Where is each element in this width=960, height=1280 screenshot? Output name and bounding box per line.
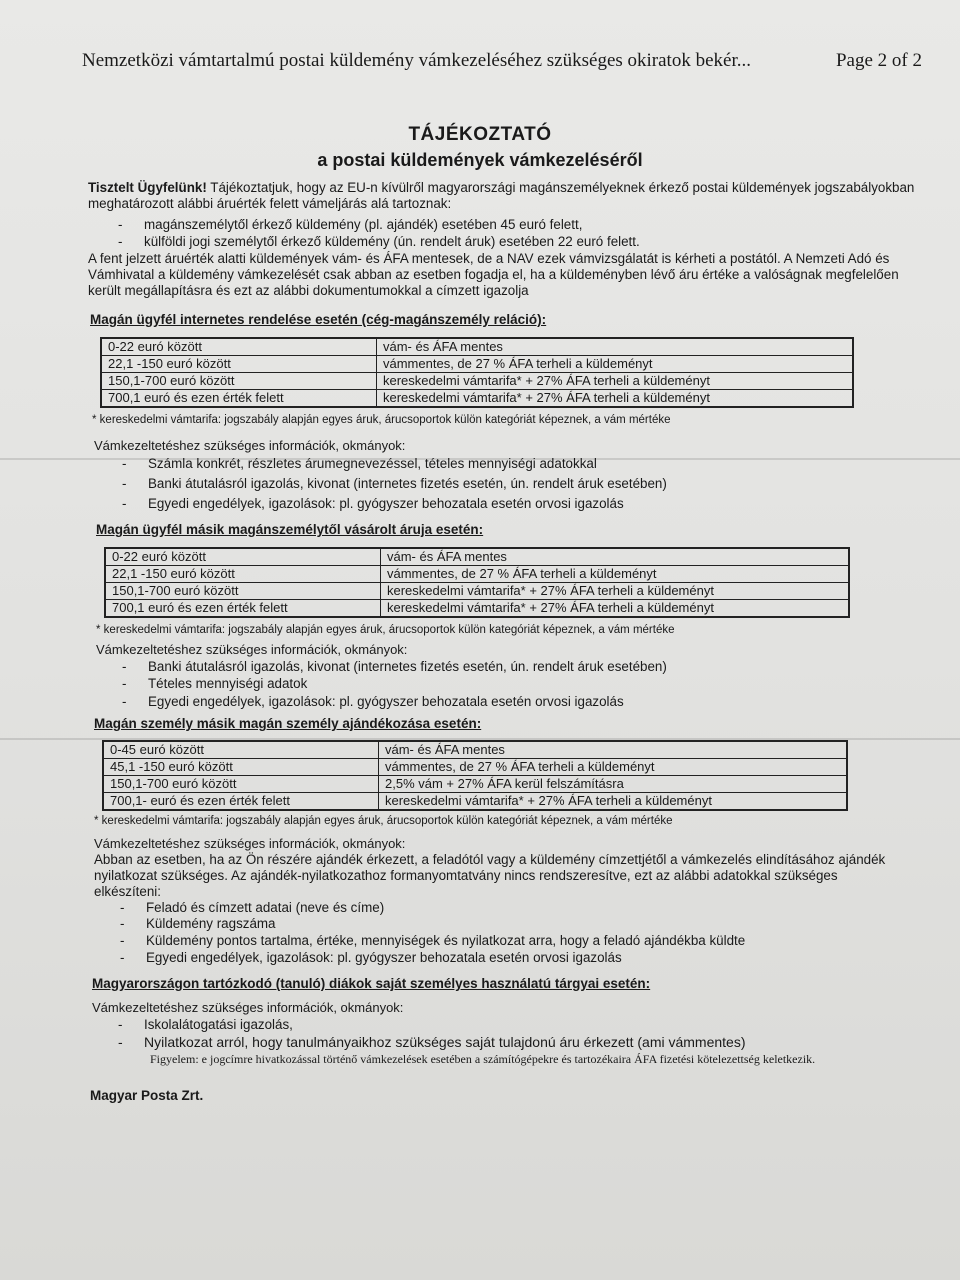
list-item: - Egyedi engedélyek, igazolások: pl. gyógyszer behozatala esetén orvosi igazolás: [122, 496, 624, 511]
table-row: 0-22 euró között vám- és ÁFA mentes: [101, 338, 853, 356]
header-title: Nemzetközi vámtartalmú postai küldemény vámkezeléséhez szükséges okiratok bekér...: [82, 50, 751, 71]
info-label: Vámkezeltetéshez szükséges információk, okmányok:: [96, 642, 408, 657]
table-row: 700,1- euró és ezen érték felett kereskedelmi vámtarifa* + 27% ÁFA terheli a küldeményt: [103, 793, 847, 811]
table-row: 150,1-700 euró között kereskedelmi vámtarifa* + 27% ÁFA terheli a küldeményt: [101, 373, 853, 390]
list-item: - Küldemény pontos tartalma, értéke, mennyiségek és nyilatkozat arra, hogy a feladó ajándékba küldte: [120, 933, 746, 948]
table-row: 0-45 euró között vám- és ÁFA mentes: [103, 741, 847, 759]
table-row: 22,1 -150 euró között vámmentes, de 27 % ÁFA terheli a küldeményt: [105, 566, 849, 583]
fee-table: [102, 740, 848, 811]
info-label: Vámkezeltetéshez szükséges információk, okmányok:: [94, 836, 406, 851]
section-heading: Magán személy másik magán személy ajándékozása esetén:: [94, 716, 482, 731]
document-subtitle: a postai küldemények vámkezeléséről: [317, 150, 643, 170]
intro-text: Tájékoztatjuk, hogy az EU-n kívülről magyarországi magánszemélyeknek érkező postai küldemények jogszabályokban meghatározott alábbi áruérték felett vámeljárás alá tartoznak:: [88, 180, 915, 211]
table-row: 0-22 euró között vám- és ÁFA mentes: [105, 548, 849, 566]
list-item: - Egyedi engedélyek, igazolások: pl. gyógyszer behozatala esetén orvosi igazolás: [122, 694, 624, 709]
gift-paragraph: Abban az esetben, ha az Ön részére ajándék érkezett, a feladótól vagy a küldemény címzettjétől a vámkezelés elindításához ajándék nyilatkozat szükséges. Az ajándék-nyilatkozathoz formanyomtatvány nincs rendszeresítve, ezt az alábbi adatokkal szükséges elkészíteni:: [94, 852, 886, 899]
page-number: Page 2 of 2: [835, 50, 922, 71]
signature: Magyar Posta Zrt.: [90, 1088, 204, 1103]
list-item: - Egyedi engedélyek, igazolások: pl. gyógyszer behozatala esetén orvosi igazolás: [120, 950, 622, 965]
list-item: - Banki átutalásról igazolás, kivonat (internetes fizetés esetén, ún. rendelt áruk esetében): [122, 659, 667, 674]
info-label: Vámkezeltetéshez szükséges információk, okmányok:: [92, 1000, 404, 1015]
footnote: * kereskedelmi vámtarifa: jogszabály alapján egyes áruk, árucsoportok külön kategóriát képeznek, a vám mértéke: [92, 414, 671, 426]
list-item: - Számla konkrét, részletes árumegnevezéssel, tételes mennyiségi adatokkal: [122, 456, 597, 471]
intro-paragraph: [88, 180, 922, 212]
list-item: - Feladó és címzett adatai (neve és címe): [120, 900, 385, 915]
table-row: 700,1 euró és ezen érték felett kereskedelmi vámtarifa* + 27% ÁFA terheli a küldeményt: [105, 600, 849, 618]
info-label: Vámkezeltetéshez szükséges információk, okmányok:: [94, 438, 406, 453]
list-item: - Nyilatkozat arról, hogy tanulmányaikhoz szükséges saját tulajdonú áru érkezett (ami vámmentes): [118, 1034, 746, 1050]
fee-table: [104, 547, 850, 618]
section-heading: Magán ügyfél internetes rendelése esetén (cég-magánszemély reláció):: [90, 312, 547, 327]
section-heading: Magyarországon tartózkodó (tanuló) diákok saját személyes használatú tárgyai esetén:: [92, 976, 651, 991]
list-item: - Küldemény ragszáma: [120, 916, 276, 931]
list-item: - Banki átutalásról igazolás, kivonat (internetes fizetés esetén, ún. rendelt áruk esetében): [122, 476, 667, 491]
list-item: - magánszemélytől érkező küldemény (pl. ajándék) esetében 45 euró felett,: [118, 217, 583, 232]
footnote: * kereskedelmi vámtarifa: jogszabály alapján egyes áruk, árucsoportok külön kategóriát képeznek, a vám mértéke: [94, 815, 673, 827]
table-row: 45,1 -150 euró között vámmentes, de 27 % ÁFA terheli a küldeményt: [103, 759, 847, 776]
section-heading: Magán ügyfél másik magánszemélytől vásárolt áruja esetén:: [96, 522, 484, 537]
greeting: Tisztelt Ügyfelünk!: [88, 180, 207, 195]
print-header: [82, 50, 922, 72]
footnote: * kereskedelmi vámtarifa: jogszabály alapján egyes áruk, árucsoportok külön kategóriát képeznek, a vám mértéke: [96, 624, 675, 636]
fee-table: [100, 337, 854, 408]
document-title: TÁJÉKOZTATÓ: [408, 124, 552, 145]
table-row: 22,1 -150 euró között vámmentes, de 27 % ÁFA terheli a küldeményt: [101, 356, 853, 373]
list-item: - Tételes mennyiségi adatok: [122, 676, 308, 691]
list-item: - Iskolalátogatási igazolás,: [118, 1017, 293, 1032]
list-item: - külföldi jogi személytől érkező küldemény (ún. rendelt áruk) esetében 22 euró felett.: [118, 234, 640, 249]
table-row: 150,1-700 euró között 2,5% vám + 27% ÁFA kerül felszámításra: [103, 776, 847, 793]
table-row: 150,1-700 euró között kereskedelmi vámtarifa* + 27% ÁFA terheli a küldeményt: [105, 583, 849, 600]
note-text: Figyelem: e jogcímre hivatkozással történő vámkezelések esetében a számítógépekre és tartozékaira ÁFA fizetési kötelezettség keletkezik.: [150, 1052, 816, 1066]
intro-paragraph-2: A fent jelzett áruérték alatti küldemények vám- és ÁFA mentesek, de a NAV ezek vámvizsgálatát is kérheti a postától. A Nemzeti Adó és Vámhivatal a küldemény vámkezelését csak abban az esetben fogadja el, ha a küldeményben lévő áru értéke a valóságnak megfelelően került megállapításra és ezt az alábbi dokumentumokkal a címzett igazolja: [88, 251, 899, 298]
table-row: 700,1 euró és ezen érték felett kereskedelmi vámtarifa* + 27% ÁFA terheli a küldeményt: [101, 390, 853, 408]
